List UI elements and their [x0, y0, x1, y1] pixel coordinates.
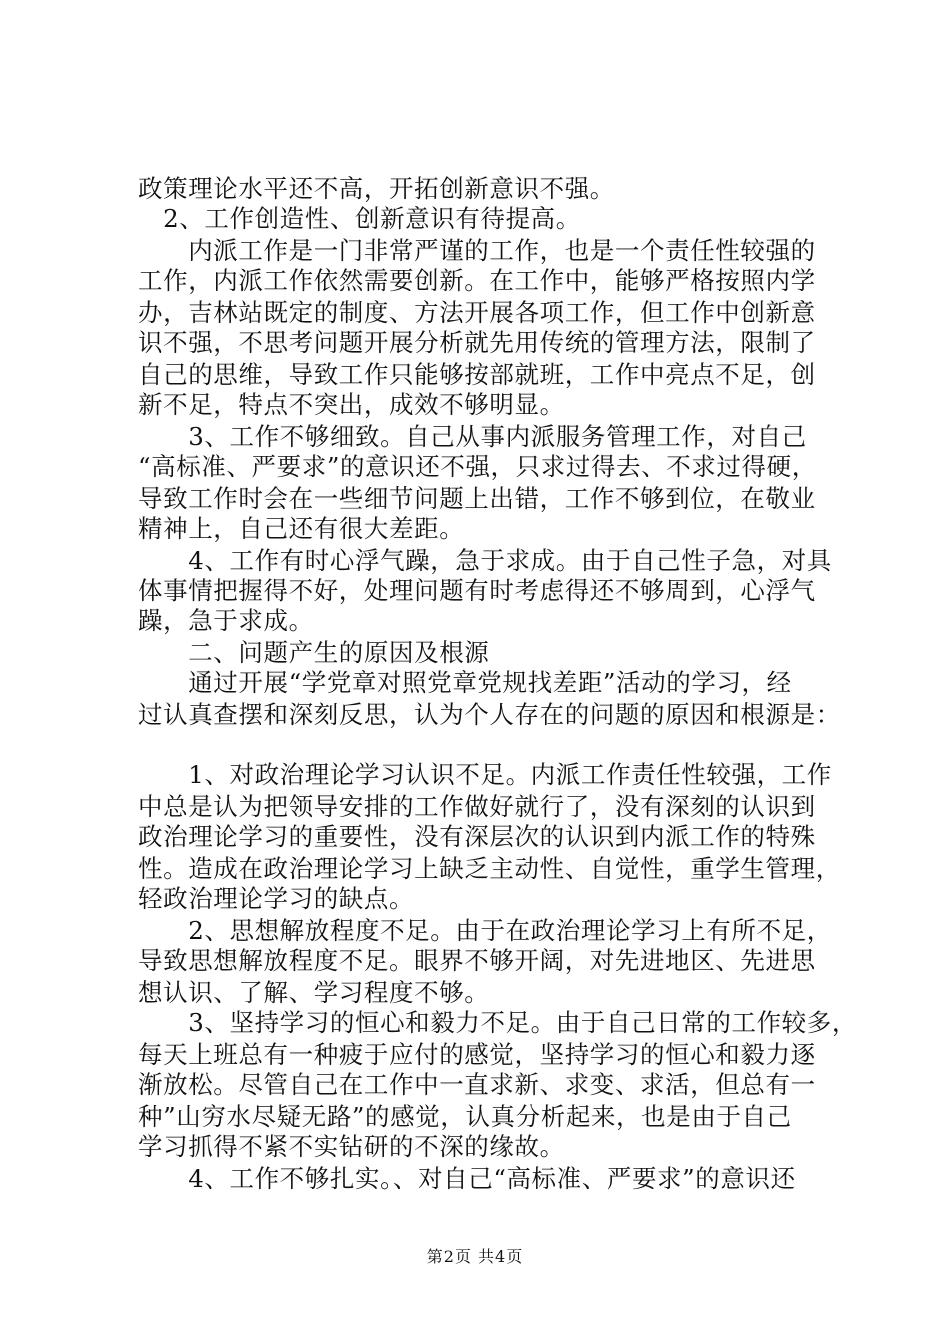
- text-line: 2、思想解放程度不足。由于在政治理论学习上有所不足，: [138, 916, 832, 945]
- text-line: 2、工作创造性、创新意识有待提高。: [138, 204, 581, 233]
- text-line: 工作，内派工作依然需要创新。在工作中，能够严格按照内学: [138, 266, 816, 295]
- text-line: 导致思想解放程度不足。眼界不够开阔，对先进地区、先进思: [138, 946, 816, 975]
- text-line: 精神上，自己还有很大差距。: [138, 514, 465, 543]
- text-line: 渐放松。尽管自己在工作中一直求新、求变、求活，但总有一: [138, 1070, 816, 1099]
- text-line: 通过开展“学党章对照党章党规找差距”活动的学习，经: [138, 668, 792, 697]
- text-line: 过认真查摆和深刻反思，认为个人存在的问题的原因和根源是：: [138, 700, 841, 729]
- text-line: 4、工作有时心浮气躁，急于求成。由于自己性子急，对具: [138, 546, 832, 575]
- text-line: “高标准、严要求”的意识还不强，只求过得去、不求过得硬，: [138, 452, 817, 481]
- page-number: 第2页 共4页: [426, 1247, 524, 1266]
- text-line: 学习抓得不紧不实钻研的不深的缘故。: [138, 1132, 565, 1161]
- text-line: 识不强，不思考问题开展分析就先用传统的管理方法，限制了: [138, 328, 816, 357]
- text-line: 体事情把握得不好，处理问题有时考虑得还不够周到，心浮气: [138, 576, 816, 605]
- text-line: 内派工作是一门非常严谨的工作，也是一个责任性较强的: [138, 236, 816, 265]
- text-line: 政策理论水平还不高，开拓创新意识不强。: [138, 174, 615, 203]
- text-line: 政治理论学习的重要性，没有深层次的认识到内派工作的特殊: [138, 822, 816, 851]
- text-line: 新不足，特点不突出，成效不够明显。: [138, 390, 565, 419]
- text-line: 4、工作不够扎实。、对自己“高标准、严要求”的意识还: [138, 1164, 796, 1193]
- text-line: 3、工作不够细致。自己从事内派服务管理工作，对自己: [138, 422, 807, 451]
- text-line: 中总是认为把领导安排的工作做好就行了，没有深刻的认识到: [138, 792, 816, 821]
- text-line: 想认识、了解、学习程度不够。: [138, 978, 490, 1007]
- text-line: 每天上班总有一种疲于应付的感觉，坚持学习的恒心和毅力逐: [138, 1040, 816, 1069]
- text-line: 办，吉林站既定的制度、方法开展各项工作，但工作中创新意: [138, 298, 816, 327]
- text-line: 自己的思维，导致工作只能够按部就班，工作中亮点不足，创: [138, 360, 816, 389]
- section-heading: 二、问题产生的原因及根源: [138, 638, 490, 667]
- text-line: 3、坚持学习的恒心和毅力不足。由于自己日常的工作较多，: [138, 1008, 857, 1037]
- text-line: 种”山穷水尽疑无路”的感觉，认真分析起来，也是由于自己: [138, 1102, 792, 1131]
- text-line: 轻政治理论学习的缺点。: [138, 884, 415, 913]
- text-line: 躁，急于求成。: [138, 606, 314, 635]
- text-line: 性。造成在政治理论学习上缺乏主动性、自觉性，重学生管理，: [138, 854, 841, 883]
- text-line: 1、对政治理论学习认识不足。内派工作责任性较强，工作: [138, 760, 832, 789]
- text-line: 导致工作时会在一些细节问题上出错，工作不够到位，在敬业: [138, 484, 816, 513]
